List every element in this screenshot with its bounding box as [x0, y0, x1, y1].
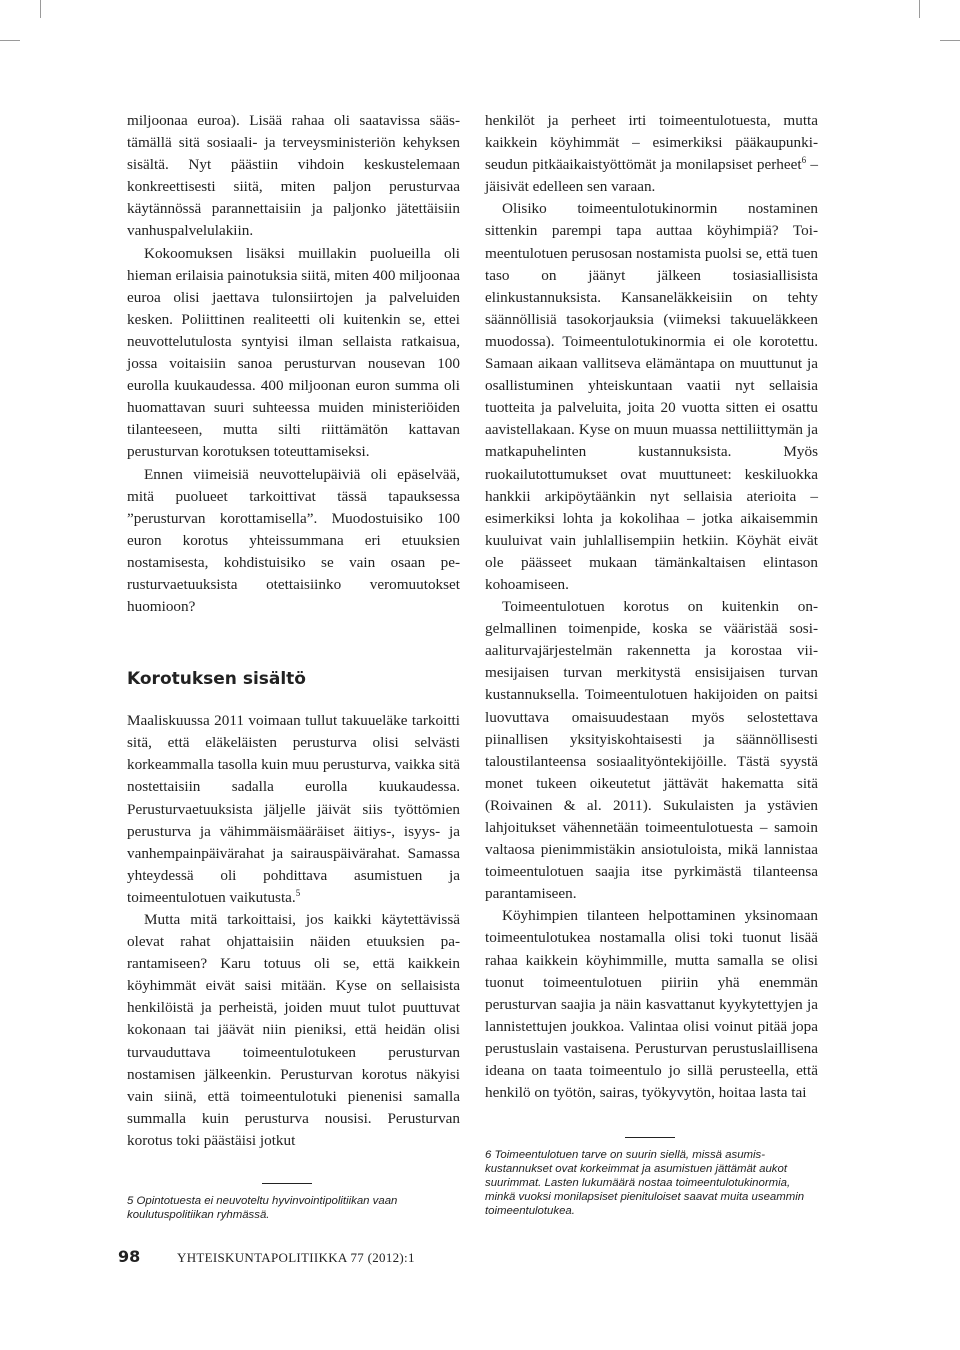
footnote-5: 5 Opintotuesta ei neuvoteltu hyvinvointipolitiikan vaan koulutuspolitiikan ryhmässä. [127, 1195, 398, 1221]
footnote-6: 6 Toimeentulotuen tarve on suurin siellä, missä asumiskustannukset ovat korkeimmat ja asumistuen jättämät aukot suurimmat. Lasten lukumäärä nostaa toimeentulotukinormia, minkä vuoksi monilapsiset pienituloiset saavat muita useammin toimeentulotukea. [485, 1149, 805, 1217]
left-paragraph-4 [127, 710, 460, 909]
left-paragraph-2: Kokoomuksen lisäksi muillakin puolueilla oli hieman erilaisia painotuksia siitä, miten 400 miljoonaa euroa olisi jaettava tulonsiirtojen ja palveluiden kesken. Poliittinen realiteetti oli kuitenkin se, ettei neuvottelutulosta syntyisi ilman sellaista ratkaisua, jossa voitaisiin sanoa perusturvan nousevan 100 eurolla kuukaudessa. 400 miljoonan euron summa oli huomattavan suuri suhteessa muiden ministeriöiden tilanteeseen, mutta silti riittämätön kattavan perusturvan korotuksen toteuttamiseksi. [127, 244, 460, 461]
footnote-ref-5: 5 [295, 887, 301, 898]
left-paragraph-5: Mutta mitä tarkoittaisi, jos kaikki käytettävissä olevat rahat ohjattaisiin näiden etuuksien parantamiseen? Karu totuus oli se, että kaikkein köyhimmät eivät saisi mitään. Kyse on sellaisista henkilöistä ja perheistä, joiden muut tulot puuttuvat kokonaan tai jäävät niin pieniksi, että heidän olisi turvauduttava toimeentulotukeen perusturvan nostamisen jälkeenkin. Perusturvan korotus näkyisi vain siinä, että toimeentulotuki pienenisi samalla summalla kuin perusturva nousisi. Perusturvan korotus toki päästäisi jotkut [127, 911, 460, 1149]
right-paragraph-2: Olisiko toimeentulotukinormin nostaminen sittenkin parempi tapa auttaa köyhimpiä? Toimeentulotuen perusosan nostamista puolsi se, että tuen taso on jäänyt jälkeen tosiasiallisista elinkustannuksista. Kansaneläkkeisiin on tehty säännöllisiä tasokorjauksia (viimeksi takuueläkkeen muodossa). Toimeentulotukinormia ei ole korotettu. Samaan aikaan vallitseva elämäntapa on muuttunut ja osallistuminen yhteiskuntaan vaatii nyt sellaisia tuotteita ja palveluita, joita 20 vuotta sitten ei osattu aavistellakaan. Kyse on muun muassa nettiliittymän ja matkapuhelinten kustannuksista. Myös ruokailutottumukset ovat muuttuneet: keskiluokka hankkii arkipöytäänkin nyt sellaisia aterioita – esimerkiksi lohta ja kokolihaa – jotka aikaisemmin kuuluivat vain juhlallisempiin hetkiin. Köyhät eivät ole päässeet mukaan tämänkaltaisen elintason kohoamiseen. [485, 200, 818, 593]
left-paragraph-3: Ennen viimeisiä neuvottelupäiviä oli epäselvää, mitä puolueet tarkoittivat tässä tapauksessa ”perusturvan korottamisella”. Muodostuisiko 100 euron korotus yhteissummana eri etuuksien nostamisesta, kohdistuisiko se vain osaan perusturvaetuuksista otettaisiinko veromuutokset huomioon? [127, 465, 460, 616]
left-paragraph-1: miljoonaa euroa). Lisää rahaa oli saatavissa säästämällä sitä sosiaali- ja terveysministeriön kehyksen sisältä. Nyt päästiin vihdoin keskustelemaan konkreettisesti siitä, miten paljon perusturvaa käytännössä parannettaisiin ja paljonko jätettäisiin vanhuspalvelulakiin. [127, 112, 460, 240]
section-heading: Korotuksen sisältö [127, 669, 306, 690]
left-paragraph-4-text: Maaliskuussa 2011 voimaan tullut takuueläke tarkoitti sitä, että eläkeläisten perusturva olisi selvästi korkeammalla tasolla kuin muu perusturva, vaikka sitä nostettaisiin sadalla eurolla kuukaudessa. Perusturvaetuuksista jäljelle jäivät siis työttömien perusturva ja vähimmäismääräiset äitiys-, isyys- ja vanhempainpäivärahat ja sairauspäivärahat. Samassa yhteydessä oli pohdittava asumistuen ja toimeentulotuen vaikutusta. [127, 712, 460, 906]
right-paragraph-1 [485, 110, 818, 198]
footnote-rule-right [625, 1137, 675, 1138]
crop-mark-top-left-horizontal [0, 40, 20, 41]
left-column [127, 110, 460, 1152]
crop-mark-top-left-vertical [40, 0, 41, 18]
right-paragraph-1-text-b: – jäisivät edelleen sen varaan. [485, 156, 818, 196]
page-number: 98 [118, 1247, 141, 1266]
right-column [485, 110, 818, 1104]
crop-mark-top-right-vertical [919, 0, 920, 18]
journal-title: YHTEISKUNTAPOLITIIKKA 77 (2012):1 [177, 1250, 415, 1265]
right-paragraph-3: Toimeentulotuen korotus on kuitenkin ongelmallinen toimenpide, koska se vääristää sosiaaliturvajärjestelmän rakennetta ja korostaa viimesijaisen turvan merkitystä ensisijaisen turvan kustannuksella. Toimeentulotuen hakijoiden on paitsi luovuttava omaisuudestaan myös selostettava piinallisen yksityiskohtaisesti ja säännöllisesti taloustilanteensa sosiaalityöntekijöille. Tästä syystä monet tukeen oikeutetut jättävät hakematta sitä (Roivainen & al. 2011). Sukulaisten ja ystävien lahjoitukset vähennetään toimeentulotuesta – samoin valtaosa pienimmistäkin ansiotuloista, mikä lannistaa toimeentulotuen saajia itse pyrkimästä tilanteensa parantamiseen. [485, 598, 818, 903]
right-paragraph-4: Köyhimpien tilanteen helpottaminen yksinomaan toimeentulotukea nostamalla olisi toki tuonut lisää rahaa kaikkein köyhimmille, mutta samalla se olisi tuonut toimeentulotuen piiriin yhä enemmän perusturvan saajia ja näin kasvattanut kyykytettyjen ja lannistettujen joukkoa. Valintaa olisi voinut pitää jopa perustuslain vastaisena. Perusturvan perustuslaillisena ideana on taata toimeentulo jo sillä perusteella, että henkilö on työtön, sairas, työkyvytön, hoitaa lasta tai [485, 907, 818, 1102]
crop-mark-top-right-horizontal [940, 40, 960, 41]
right-paragraph-1-text-a: henkilöt ja perheet irti toimeentulotuesta, mutta kaikkein köyhimmät – esimerkiksi pääkaupunkiseudun pitkäaikaistyöttömät ja monilapsiset perheet [485, 112, 818, 174]
footnote-rule-left [262, 1183, 312, 1184]
footnote-ref-6: 6 [801, 155, 807, 166]
